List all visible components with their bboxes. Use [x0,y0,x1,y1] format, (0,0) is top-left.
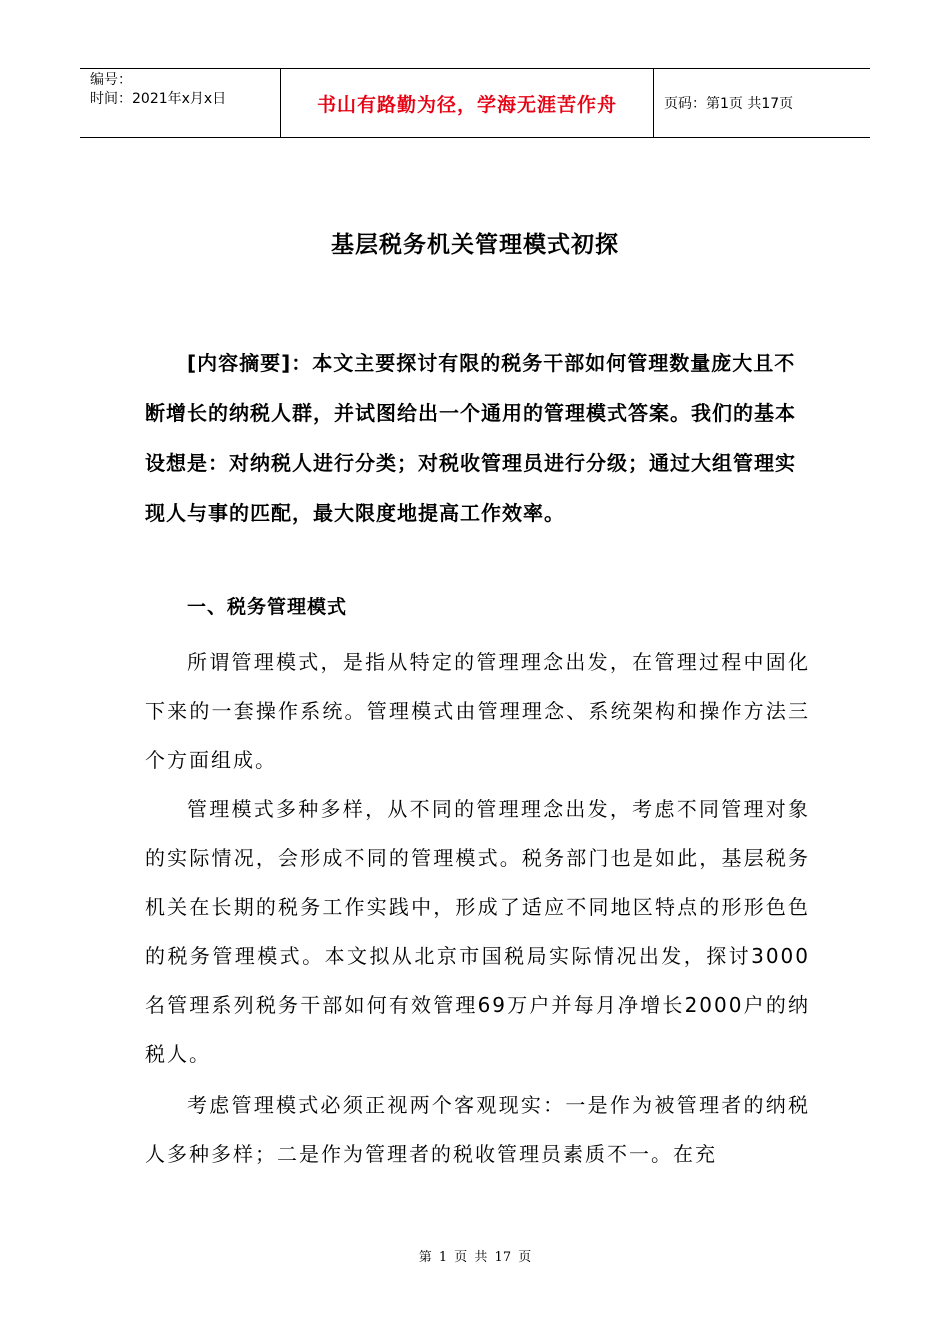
header-meta-cell [80,69,281,137]
header-motto: 书山有路勤为径，学海无涯苦作舟 [316,93,617,116]
body-paragraph-2: 管理模式多种多样，从不同的管理理念出发，考虑不同管理对象的实际情况，会形成不同的管理模式。税务部门也是如此，基层税务机关在长期的税务工作实践中，形成了适应不同地区特点的形形色色的税务管理模式。本文拟从北京市国税局实际情况出发，探讨3000名管理系列税务干部如何有效管理69万户并每月净增长2000户的纳税人。 [145,797,810,1066]
body-paragraph-1: 所谓管理模式，是指从特定的管理理念出发，在管理过程中固化下来的一套操作系统。管理模式由管理理念、系统架构和操作方法三个方面组成。 [145,650,810,772]
document-number-label: 编号： [90,72,132,88]
body-paragraph-3: 考虑管理模式必须正视两个客观现实：一是作为被管理者的纳税人多种多样；二是作为管理者的税收管理员素质不一。在充 [145,1093,810,1166]
page-footer: 第 1 页 共 17 页 [418,1250,532,1265]
document-time-label: 时间：2021年x月x日 [90,91,227,107]
header-table [80,68,870,138]
document-title: 基层税务机关管理模式初探 [331,232,619,258]
section-heading: 一、税务管理模式 [187,596,348,618]
header-motto-cell [281,69,654,137]
header-page-cell [654,69,870,137]
abstract-paragraph: [内容摘要]：本文主要探讨有限的税务干部如何管理数量庞大且不断增长的纳税人群，并试图给出一个通用的管理模式答案。我们的基本设想是：对纳税人进行分类；对税收管理员进行分级；通过大组管理实现人与事的匹配，最大限度地提高工作效率。 [145,351,796,525]
header-page-info: 页码：第1页 共17页 [664,96,794,112]
